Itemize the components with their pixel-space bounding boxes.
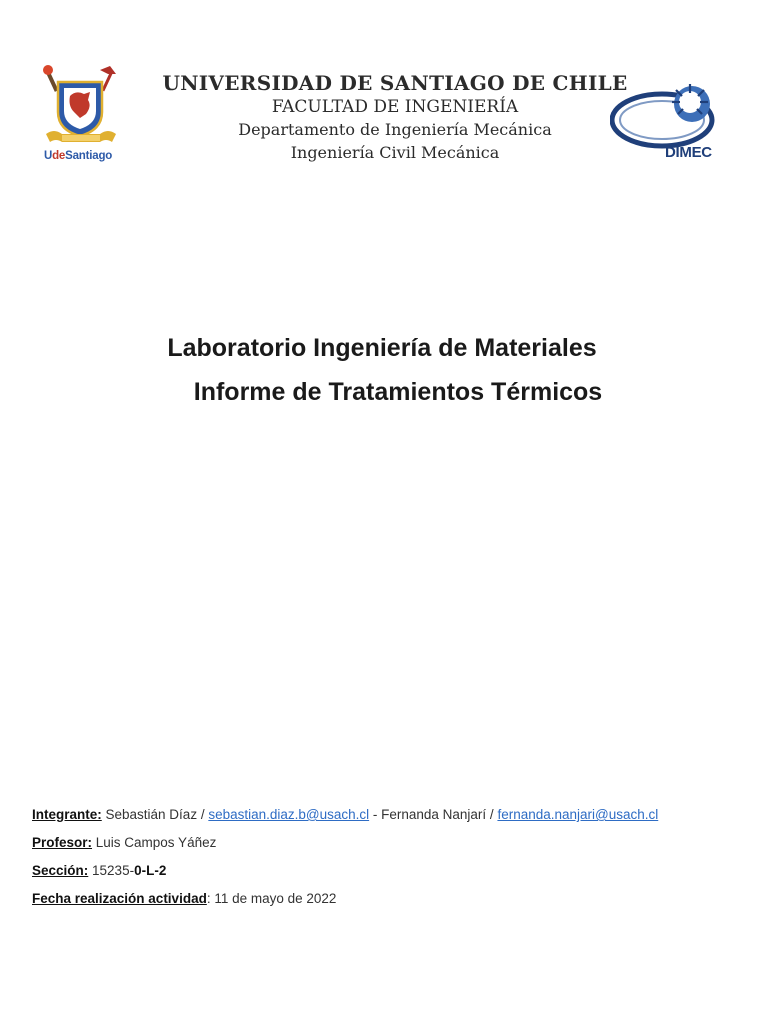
fecha-row [32, 890, 658, 918]
dimec-logo-icon [610, 80, 728, 150]
department-name: Departamento de Ingeniería Mecánica [238, 120, 552, 139]
seccion-row [32, 862, 658, 890]
integrante-name-2: - Fernanda Nanjarí / [369, 807, 498, 822]
report-info [32, 806, 658, 918]
seccion-code: 0-L-2 [134, 863, 167, 878]
seccion-value: 15235- [88, 863, 135, 878]
integrante-row [32, 806, 658, 834]
institution-header [160, 70, 630, 164]
profesor-row [32, 834, 658, 862]
udesantiago-crest-icon [40, 62, 122, 150]
seccion-label: Sección: [32, 863, 89, 878]
career-name: Ingeniería Civil Mecánica [290, 143, 500, 162]
faculty-name: FACULTAD DE INGENIERÍA [271, 97, 519, 117]
fecha-value: : 11 de mayo de 2022 [206, 891, 337, 906]
fecha-label: Fecha realización actividad [32, 891, 207, 906]
document-title-line-1: Laboratorio Ingeniería de Materiales [167, 334, 597, 362]
university-name: UNIVERSIDAD DE SANTIAGO DE CHILE [162, 71, 628, 95]
profesor-label: Profesor: [32, 835, 93, 850]
dimec-wordmark: DIMEC [665, 144, 712, 161]
dimec-logo [610, 80, 728, 166]
integrante-name-1: Sebastián Díaz / [101, 807, 209, 822]
udesantiago-wordmark: UdeSantiago [44, 150, 113, 162]
email-link-1[interactable]: sebastian.diaz.b@usach.cl [208, 807, 370, 822]
document-title-line-2: Informe de Tratamientos Térmicos [193, 378, 603, 406]
email-link-2[interactable]: fernanda.nanjari@usach.cl [497, 807, 659, 822]
udesantiago-logo [40, 62, 122, 166]
profesor-value: Luis Campos Yáñez [92, 835, 217, 850]
integrante-label: Integrante: [32, 807, 102, 822]
